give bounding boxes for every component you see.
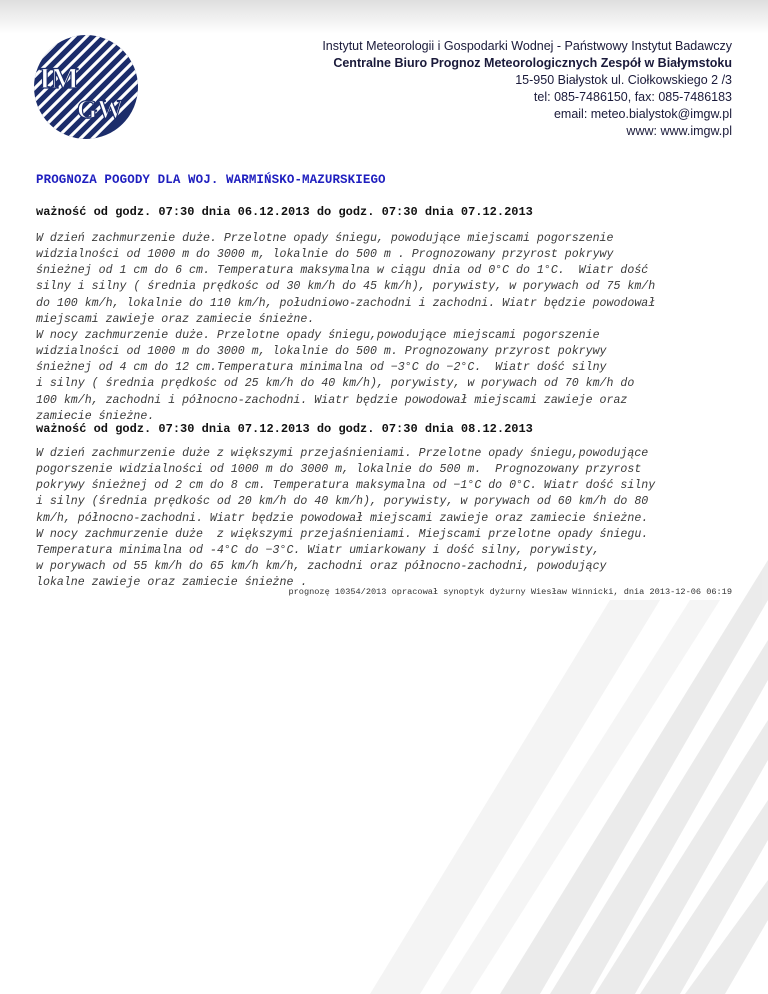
validity-period-1: ważność od godz. 07:30 dnia 06.12.2013 do godz. 07:30 dnia 07.12.2013 [36, 205, 533, 219]
forecast-signature: prognozę 10354/2013 opracował synoptyk dyżurny Wiesław Winnicki, dnia 2013-12-06 06:19 [288, 587, 732, 597]
address: 15-950 Białystok ul. Ciołkowskiego 2 /3 [515, 73, 732, 87]
validity-period-2: ważność od godz. 07:30 dnia 07.12.2013 do godz. 07:30 dnia 08.12.2013 [36, 422, 533, 436]
email: email: meteo.bialystok@imgw.pl [553, 107, 732, 121]
imgw-logo-icon [33, 34, 139, 140]
logo-text-im: IM [39, 62, 79, 95]
phone-fax: tel: 085-7486150, fax: 085-7486183 [533, 90, 732, 104]
website: www: www.imgw.pl [626, 124, 732, 138]
logo-text-gw: GW [77, 95, 124, 124]
forecast-text-2: W dzień zachmurzenie duże z większymi przejaśnieniami. Przelotne opady śniegu,powodujące pogorszenie widzialności od 1000 m do 3000 m, lokalnie do 500 m. Prognozowany przyrost pokrywy śnieżnej od 2 cm do 8 cm. Temperatura maksymalna od −1°C do 0°C. Wiatr dość silny i silny (średnia prędkośc od 20 km/h do 40 km/h), porywisty, w porywach od 60 km/h do 80 km/h, północno-zachodni. Wiatr będzie powodował miejscami zawieje oraz zamiecie śnieżne. W nocy zachmurzenie duże z większymi przejaśnieniami. Miejscami przelotne opady śniegu. Temperatura minimalna od -4°C do −3°C. Wiatr umiarkowany i dość silny, porywisty, w porywach od 55 km/h do 65 km/h km/h, zachodni oraz północno-zachodni, powodujący lokalne zawieje oraz zamiecie śnieżne . [36, 447, 656, 590]
page-title: PROGNOZA POGODY DLA WOJ. WARMIŃSKO-MAZURSKIEGO [36, 173, 386, 187]
institute-name: Instytut Meteorologii i Gospodarki Wodnej - Państwowy Instytut Badawczy [322, 39, 732, 53]
institute-header [232, 38, 732, 140]
forecast-text-1: W dzień zachmurzenie duże. Przelotne opady śniegu, powodujące miejscami pogorszenie widzialności od 1000 m do 3000 m, lokalnie do 500 m . Prognozowany przyrost pokrywy śnieżnej od 1 cm do 6 cm. Temperatura maksymalna w ciągu dnia od 0°C do 1°C. Wiatr dość silny i silny ( średnia prędkośc od 30 km/h do 45 km/h), porywisty, w porywach od 75 km/h do 100 km/h, lokalnie do 110 km/h, południowo-zachodni i zachodni. Wiatr będzie powodował miejscami zawieje oraz zamiecie śnieżne. W nocy zachmurzenie duże. Przelotne opady śniegu,powodujące miejscami pogorszenie widzialności od 1000 m do 3000 m, lokalnie do 500 m. Prognozowany przyrost pokrywy śnieżnej od 4 cm do 12 cm.Temperatura minimalna od −3°C do −2°C. Wiatr dość silny i silny ( średnia prędkośc od 25 km/h do 40 km/h), porywisty, w porywach od 70 km/h do 100 km/h, zachodni i północno-zachodni. Wiatr będzie powodował miejscami zawieje oraz zamiecie śnieżne. [36, 232, 656, 423]
office-name: Centralne Biuro Prognoz Meteorologicznych Zespół w Białymstoku [333, 56, 732, 70]
